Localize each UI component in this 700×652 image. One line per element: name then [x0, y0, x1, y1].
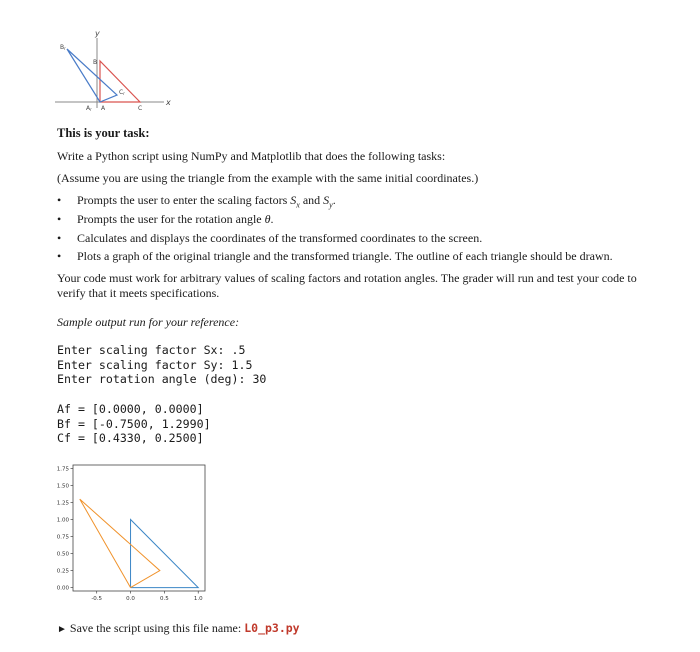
- bullet-item: Plots a graph of the original triangle and the transformed triangle. The outline of each triangle should be drawn.: [77, 249, 613, 263]
- y-tick-label: 0.25: [56, 568, 69, 575]
- diagram-x-label: x: [166, 98, 171, 107]
- y-tick-label: 1.50: [56, 483, 69, 490]
- bullet-dot: •: [57, 231, 62, 245]
- x-tick-label: 0.5: [160, 596, 169, 602]
- diagram-transformed-triangle: [67, 49, 117, 102]
- diagram-label-c: C: [138, 105, 143, 112]
- bullet-item: Prompts the user for the rotation angle θ.: [77, 212, 274, 226]
- diagram-y-label: y: [95, 29, 100, 38]
- diagram-label-a-prime: Ar: [86, 105, 92, 112]
- y-tick-label: 1.75: [56, 466, 69, 473]
- diagram-label-b-prime: Br: [60, 44, 66, 51]
- console-line: Enter scaling factor Sy: 1.5: [57, 357, 253, 372]
- sample-output-label: Sample output run for your reference:: [57, 315, 240, 329]
- console-line: Af = [0.0000, 0.0000]: [57, 402, 204, 416]
- y-tick-label: 0.00: [56, 585, 69, 592]
- y-tick-label: 1.00: [56, 517, 69, 524]
- bullet-item: Calculates and displays the coordinates of the transformed coordinates to the screen.: [77, 231, 483, 245]
- diagram-label-c-prime: Cr: [119, 89, 125, 96]
- triangle-diagram: [50, 28, 190, 118]
- task-assumption: (Assume you are using the triangle from the example with the same initial coordinates.): [57, 171, 479, 185]
- x-tick-label: -0.5: [91, 596, 103, 602]
- x-tick-label: 1.0: [193, 596, 203, 602]
- task-heading: This is your task:: [57, 126, 150, 140]
- x-tick-label: 0.0: [126, 596, 135, 602]
- sample-result-block: [57, 402, 211, 446]
- series-line-transformed: [80, 499, 160, 587]
- y-tick-label: 0.75: [56, 534, 69, 541]
- y-tick-label: 0.50: [56, 551, 69, 558]
- task-requirement: Your code must work for arbitrary values of scaling factors and rotation angles. The grader will run and test your code to verify that it meets specifications.: [57, 271, 637, 300]
- console-line: Bf = [-0.7500, 1.2990]: [57, 416, 211, 431]
- sample-input-block: [57, 343, 266, 387]
- console-line: Cf = [0.4330, 0.2500]: [57, 431, 204, 446]
- console-line: Enter rotation angle (deg): 30: [57, 372, 267, 387]
- bullet-dot: •: [57, 212, 62, 226]
- bullet-item: Prompts the user to enter the scaling factors $S_x$ and $S_y$.: [77, 193, 336, 210]
- task-intro: Write a Python script using NumPy and Matplotlib that does the following tasks:: [57, 149, 446, 163]
- y-tick-label: 1.25: [56, 500, 69, 507]
- footer-line: [57, 621, 300, 637]
- console-line: Enter scaling factor Sx: .5: [57, 343, 246, 357]
- footer-text: Save the script using this file name:: [69, 621, 242, 635]
- sample-plot: [52, 458, 212, 606]
- bullet-dot: •: [57, 249, 62, 263]
- filename: L0_p3.py: [244, 621, 300, 635]
- arrow-right-icon: ►: [57, 624, 67, 635]
- diagram-label-a: A: [101, 105, 106, 112]
- diagram-label-b: B: [93, 59, 98, 66]
- bullet-dot: •: [57, 193, 62, 207]
